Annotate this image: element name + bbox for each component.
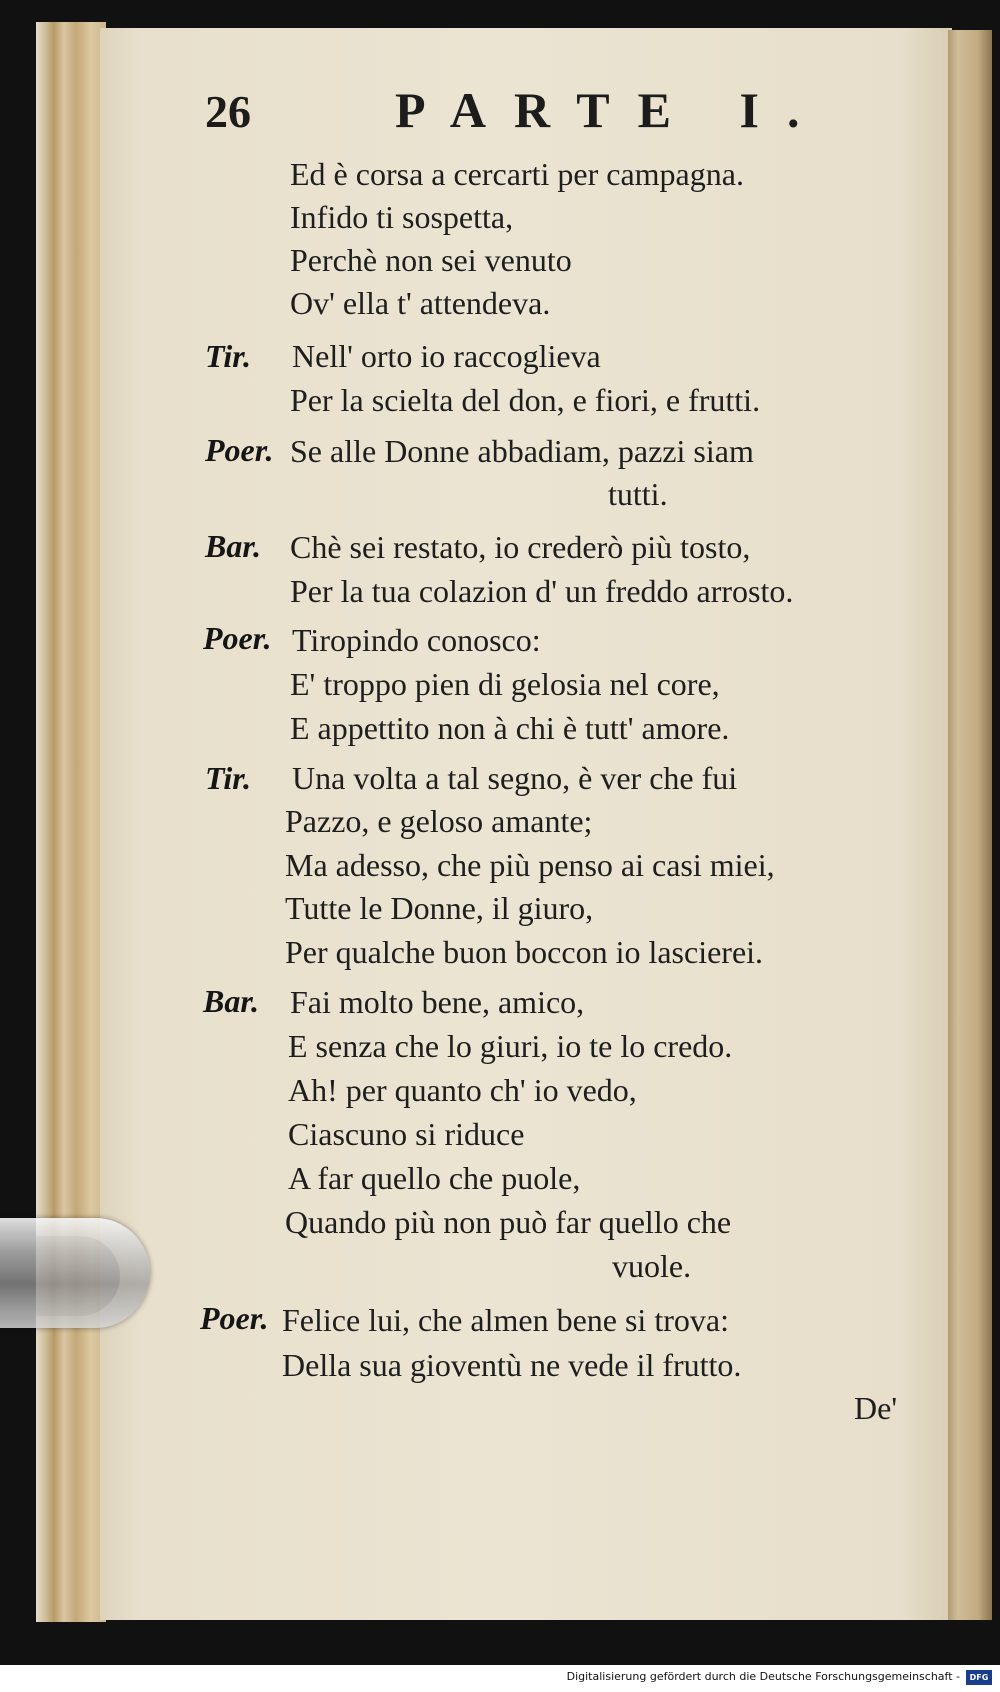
verse-line: Fai molto bene, amico, — [290, 984, 585, 1020]
part-title: PARTE I. — [395, 82, 828, 138]
verse-line: E appettito non à chi è tutt' amore. — [290, 710, 730, 746]
verse-line: Felice lui, che almen bene si trova: — [282, 1302, 729, 1338]
verse-line: Tiropindo conosco: — [292, 622, 541, 658]
verse-line: E' troppo pien di gelosia nel core, — [290, 666, 720, 702]
footer-bar — [0, 1665, 1000, 1692]
speaker-label: Poer. — [203, 620, 272, 656]
catchword: De' — [854, 1390, 898, 1426]
page-number: 26 — [205, 86, 251, 137]
verse-line: tutti. — [608, 476, 668, 512]
verse-line: Ah! per quanto ch' io vedo, — [288, 1072, 637, 1108]
page-clamp — [0, 1218, 150, 1328]
speaker-label: Poer. — [200, 1300, 269, 1336]
verse-line: Della sua gioventù ne vede il frutto. — [282, 1347, 742, 1383]
verse-line: Ov' ella t' attendeva. — [290, 285, 551, 321]
verse-line: E senza che lo giuri, io te lo credo. — [288, 1028, 733, 1064]
verse-line: Per qualche buon boccon io lascierei. — [285, 934, 764, 970]
verse-line: Ciascuno si riduce — [288, 1116, 525, 1152]
verse-line: Infido ti sospetta, — [290, 199, 514, 235]
verse-line: Chè sei restato, io crederò più tosto, — [290, 529, 751, 565]
digitization-credit: Digitalisierung gefördert durch die Deutsche Forschungsgemeinschaft - — [566, 1670, 960, 1683]
page-edge-stack — [36, 22, 106, 1622]
verse-line: Per la tua colazion d' un freddo arrosto. — [290, 573, 794, 609]
verse-line: Perchè non sei venuto — [290, 242, 572, 278]
verse-line: Una volta a tal segno, è ver che fui — [292, 760, 738, 796]
speaker-label: Tir. — [205, 760, 251, 796]
verse-line: Quando più non può far quello che — [285, 1204, 732, 1240]
right-page-edge — [948, 30, 992, 1620]
verse-line: vuole. — [612, 1248, 692, 1284]
verse-line: Pazzo, e geloso amante; — [285, 803, 593, 839]
verse-line: Se alle Donne abbadiam, pazzi siam — [290, 433, 754, 469]
running-head — [0, 75, 1000, 145]
speaker-label: Bar. — [203, 983, 260, 1019]
verse-line: Ma adesso, che più penso ai casi miei, — [285, 847, 775, 883]
speaker-label: Bar. — [205, 528, 262, 564]
verse-line: Per la scielta del don, e fiori, e frutti. — [290, 382, 761, 418]
verse-line: Tutte le Donne, il giuro, — [285, 890, 594, 926]
dfg-logo-icon: DFG — [966, 1670, 992, 1685]
verse-line: A far quello che puole, — [288, 1160, 581, 1196]
verse-line: Nell' orto io raccoglieva — [292, 338, 601, 374]
speaker-label: Poer. — [205, 432, 274, 468]
verse-line: Ed è corsa a cercarti per campagna. — [290, 156, 744, 192]
speaker-label: Tir. — [205, 338, 251, 374]
